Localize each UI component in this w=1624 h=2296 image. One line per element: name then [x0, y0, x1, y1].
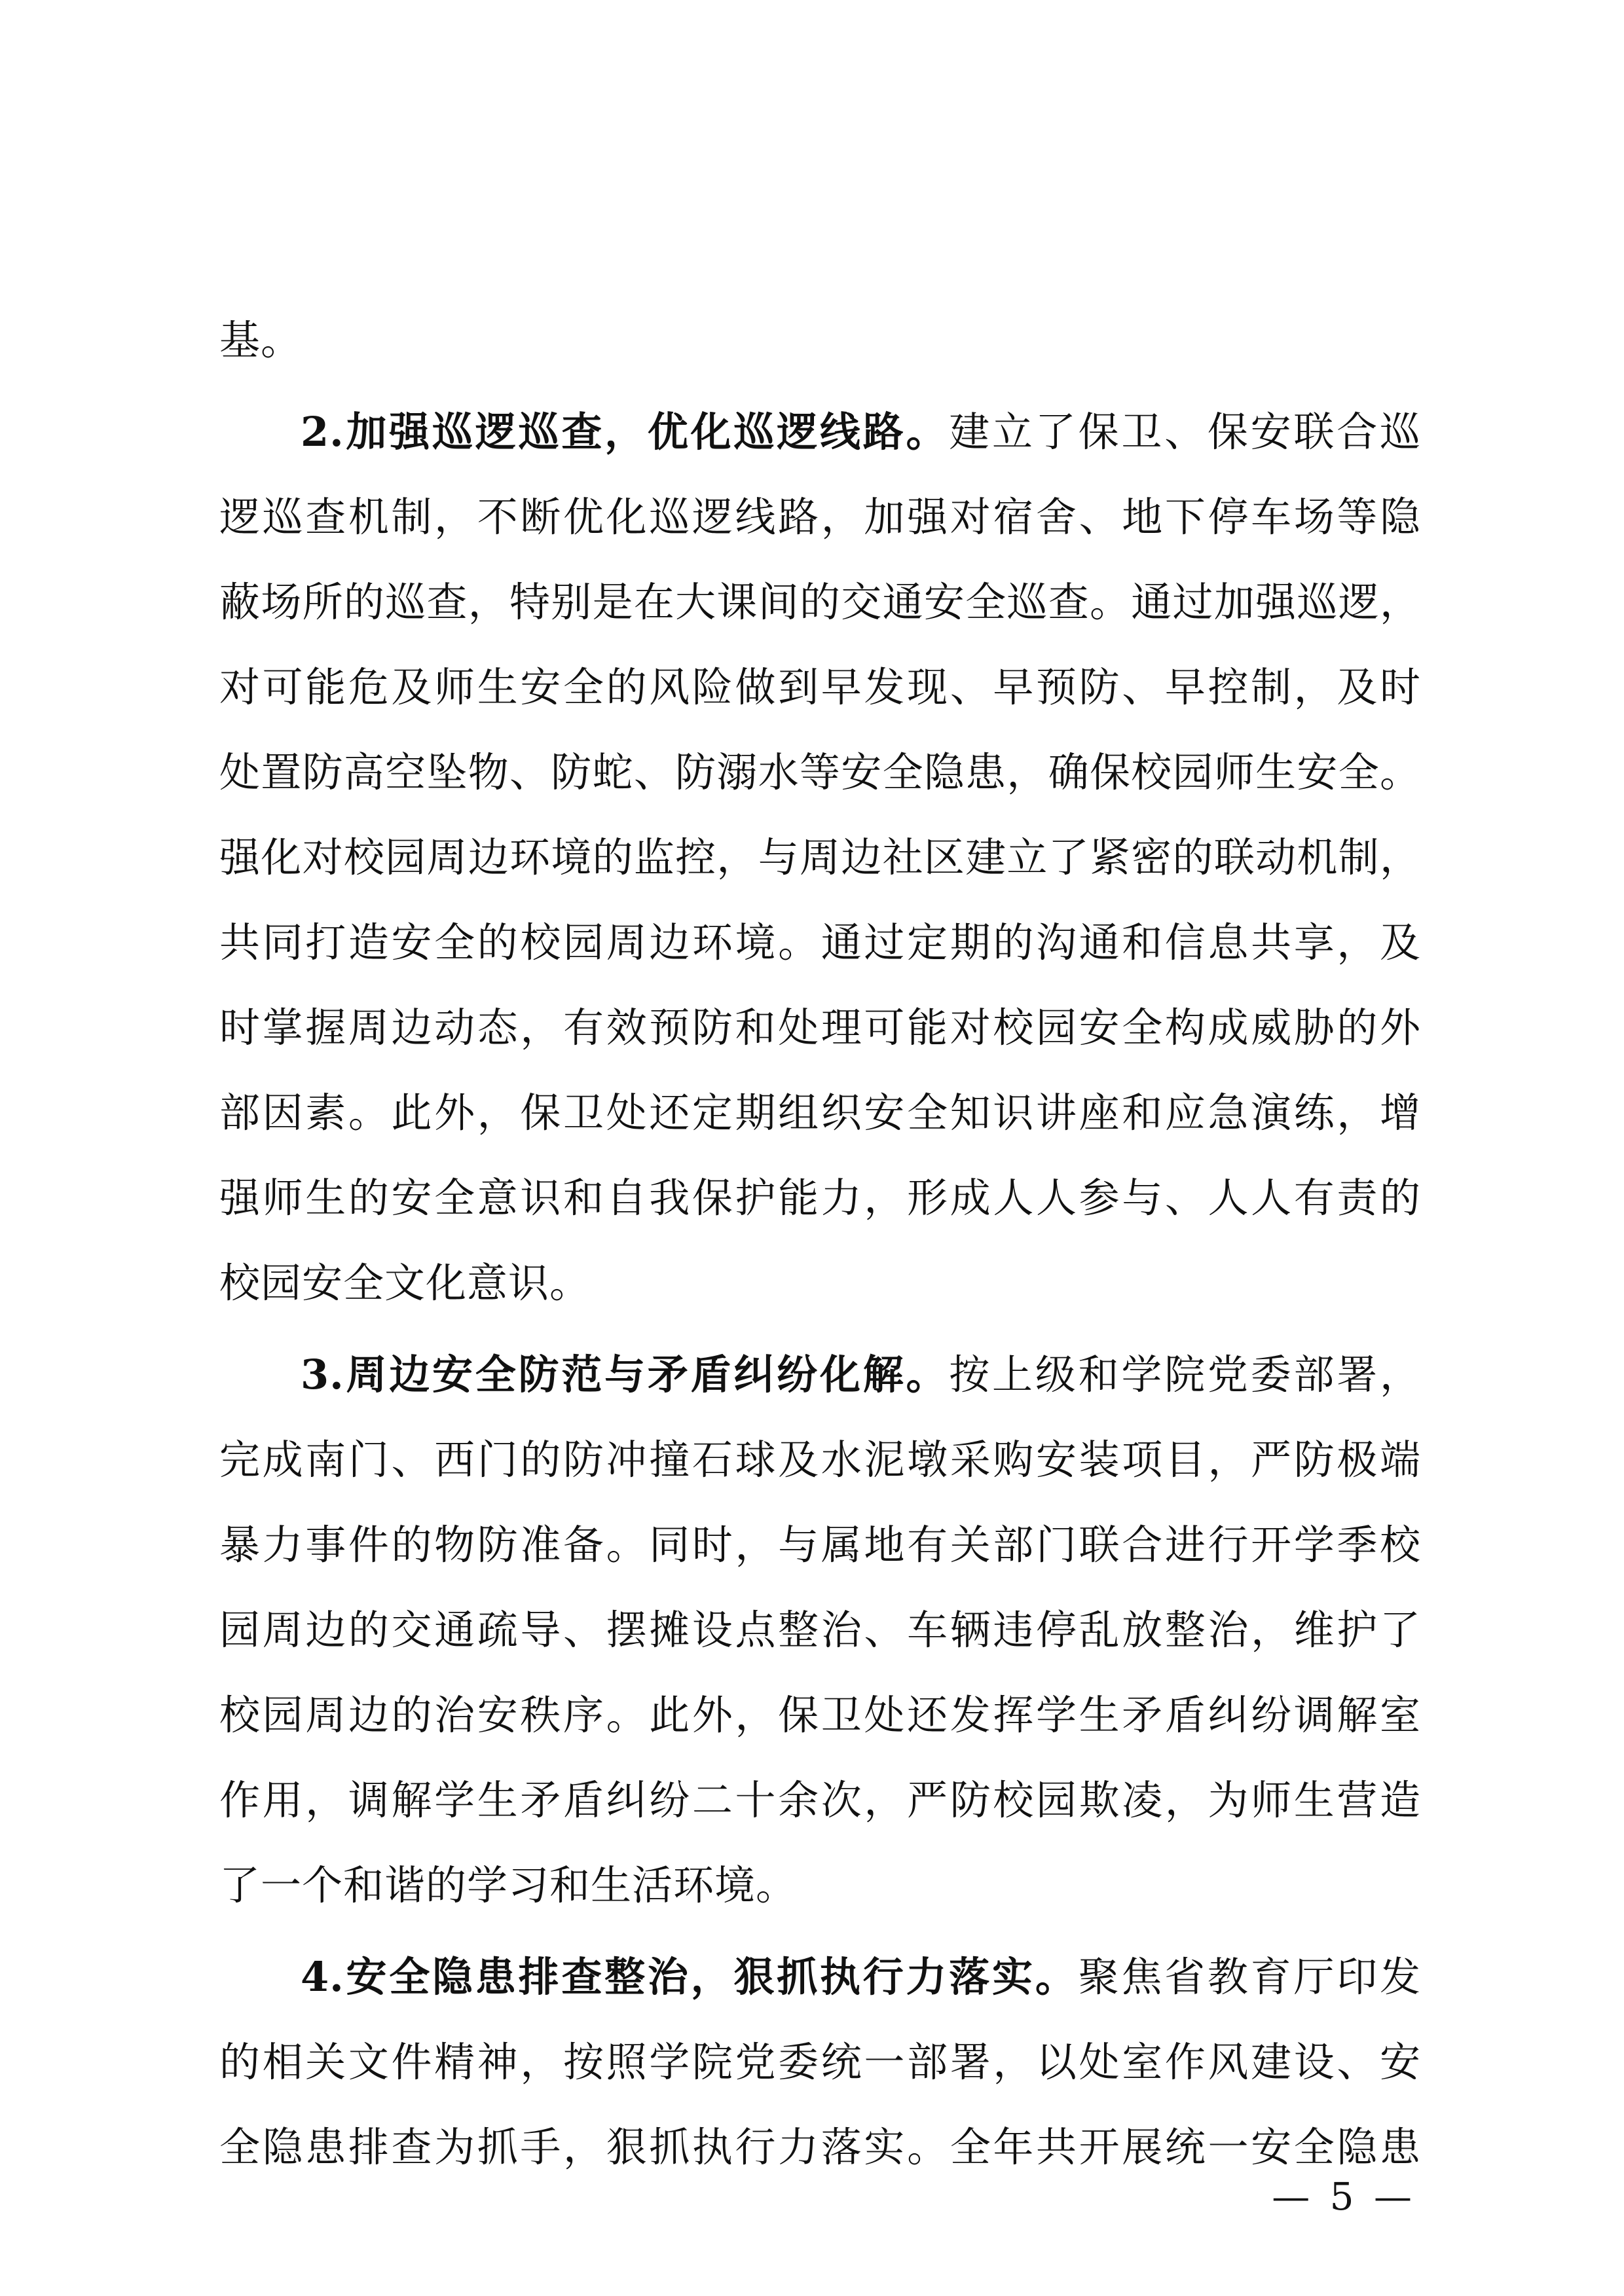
- paragraph-heading: 4.安全隐患排查整治，狠抓执行力落实。: [301, 1953, 1079, 2001]
- paragraph-line: 蔽场所的巡查，特别是在大课间的交通安全巡查。通过加强巡逻，: [219, 578, 1421, 626]
- document-body: [219, 298, 1421, 2190]
- paragraph-line: 了一个和谐的学习和生活环境。: [219, 1861, 798, 1909]
- paragraph-text: 建立了保卫、保安联合巡: [949, 408, 1421, 456]
- paragraph-line: 逻巡查机制，不断优化巡逻线路，加强对宿舍、地下停车场等隐: [219, 493, 1421, 541]
- page-number: — 5 —: [1272, 2174, 1416, 2219]
- paragraph-line: 暴力事件的物防准备。同时，与属地有关部门联合进行开学季校: [219, 1521, 1421, 1569]
- paragraph-text: 按上级和学院党委部署，: [949, 1351, 1421, 1398]
- paragraph-line: 园周边的交通疏导、摆摊设点整治、车辆违停乱放整治，维护了: [219, 1606, 1421, 1654]
- paragraph-line: 作用，调解学生矛盾纠纷二十余次，严防校园欺凌，为师生营造: [219, 1776, 1421, 1824]
- paragraph-line: 处置防高空坠物、防蛇、防溺水等安全隐患，确保校园师生安全。: [219, 748, 1421, 796]
- paragraph-line: 强化对校园周边环境的监控，与周边社区建立了紧密的联动机制，: [219, 833, 1421, 881]
- paragraph-line: 强师生的安全意识和自我保护能力，形成人人参与、人人有责的: [219, 1174, 1421, 1222]
- paragraph-line: 全隐患排查为抓手，狠抓执行力落实。全年共开展统一安全隐患: [219, 2123, 1421, 2171]
- paragraph-line: 的相关文件精神，按照学院党委统一部署，以处室作风建设、安: [219, 2038, 1421, 2086]
- paragraph-line: 基。: [219, 316, 303, 364]
- paragraph-line: 对可能危及师生安全的风险做到早发现、早预防、早控制，及时: [219, 663, 1421, 711]
- paragraph-text: 聚焦省教育厅印发: [1078, 1953, 1421, 2001]
- paragraph-first-line: [219, 1935, 1421, 2020]
- paragraph-heading: 3.周边安全防范与矛盾纠纷化解。: [301, 1351, 950, 1398]
- paragraph-line: 校园周边的治安秩序。此外，保卫处还发挥学生矛盾纠纷调解室: [219, 1691, 1421, 1739]
- paragraph-line: 共同打造安全的校园周边环境。通过定期的沟通和信息共享，及: [219, 919, 1421, 966]
- paragraph-line: 完成南门、西门的防冲撞石球及水泥墩采购安装项目，严防极端: [219, 1436, 1421, 1484]
- paragraph-line: 校园安全文化意识。: [219, 1259, 591, 1307]
- paragraph-first-line: [219, 390, 1421, 475]
- paragraph-heading: 2.加强巡逻巡查，优化巡逻线路。: [301, 408, 950, 456]
- paragraph-line: 时掌握周边动态，有效预防和处理可能对校园安全构成威胁的外: [219, 1004, 1421, 1051]
- paragraph-first-line: [219, 1332, 1421, 1417]
- paragraph-line: 部因素。此外，保卫处还定期组织安全知识讲座和应急演练，增: [219, 1089, 1421, 1137]
